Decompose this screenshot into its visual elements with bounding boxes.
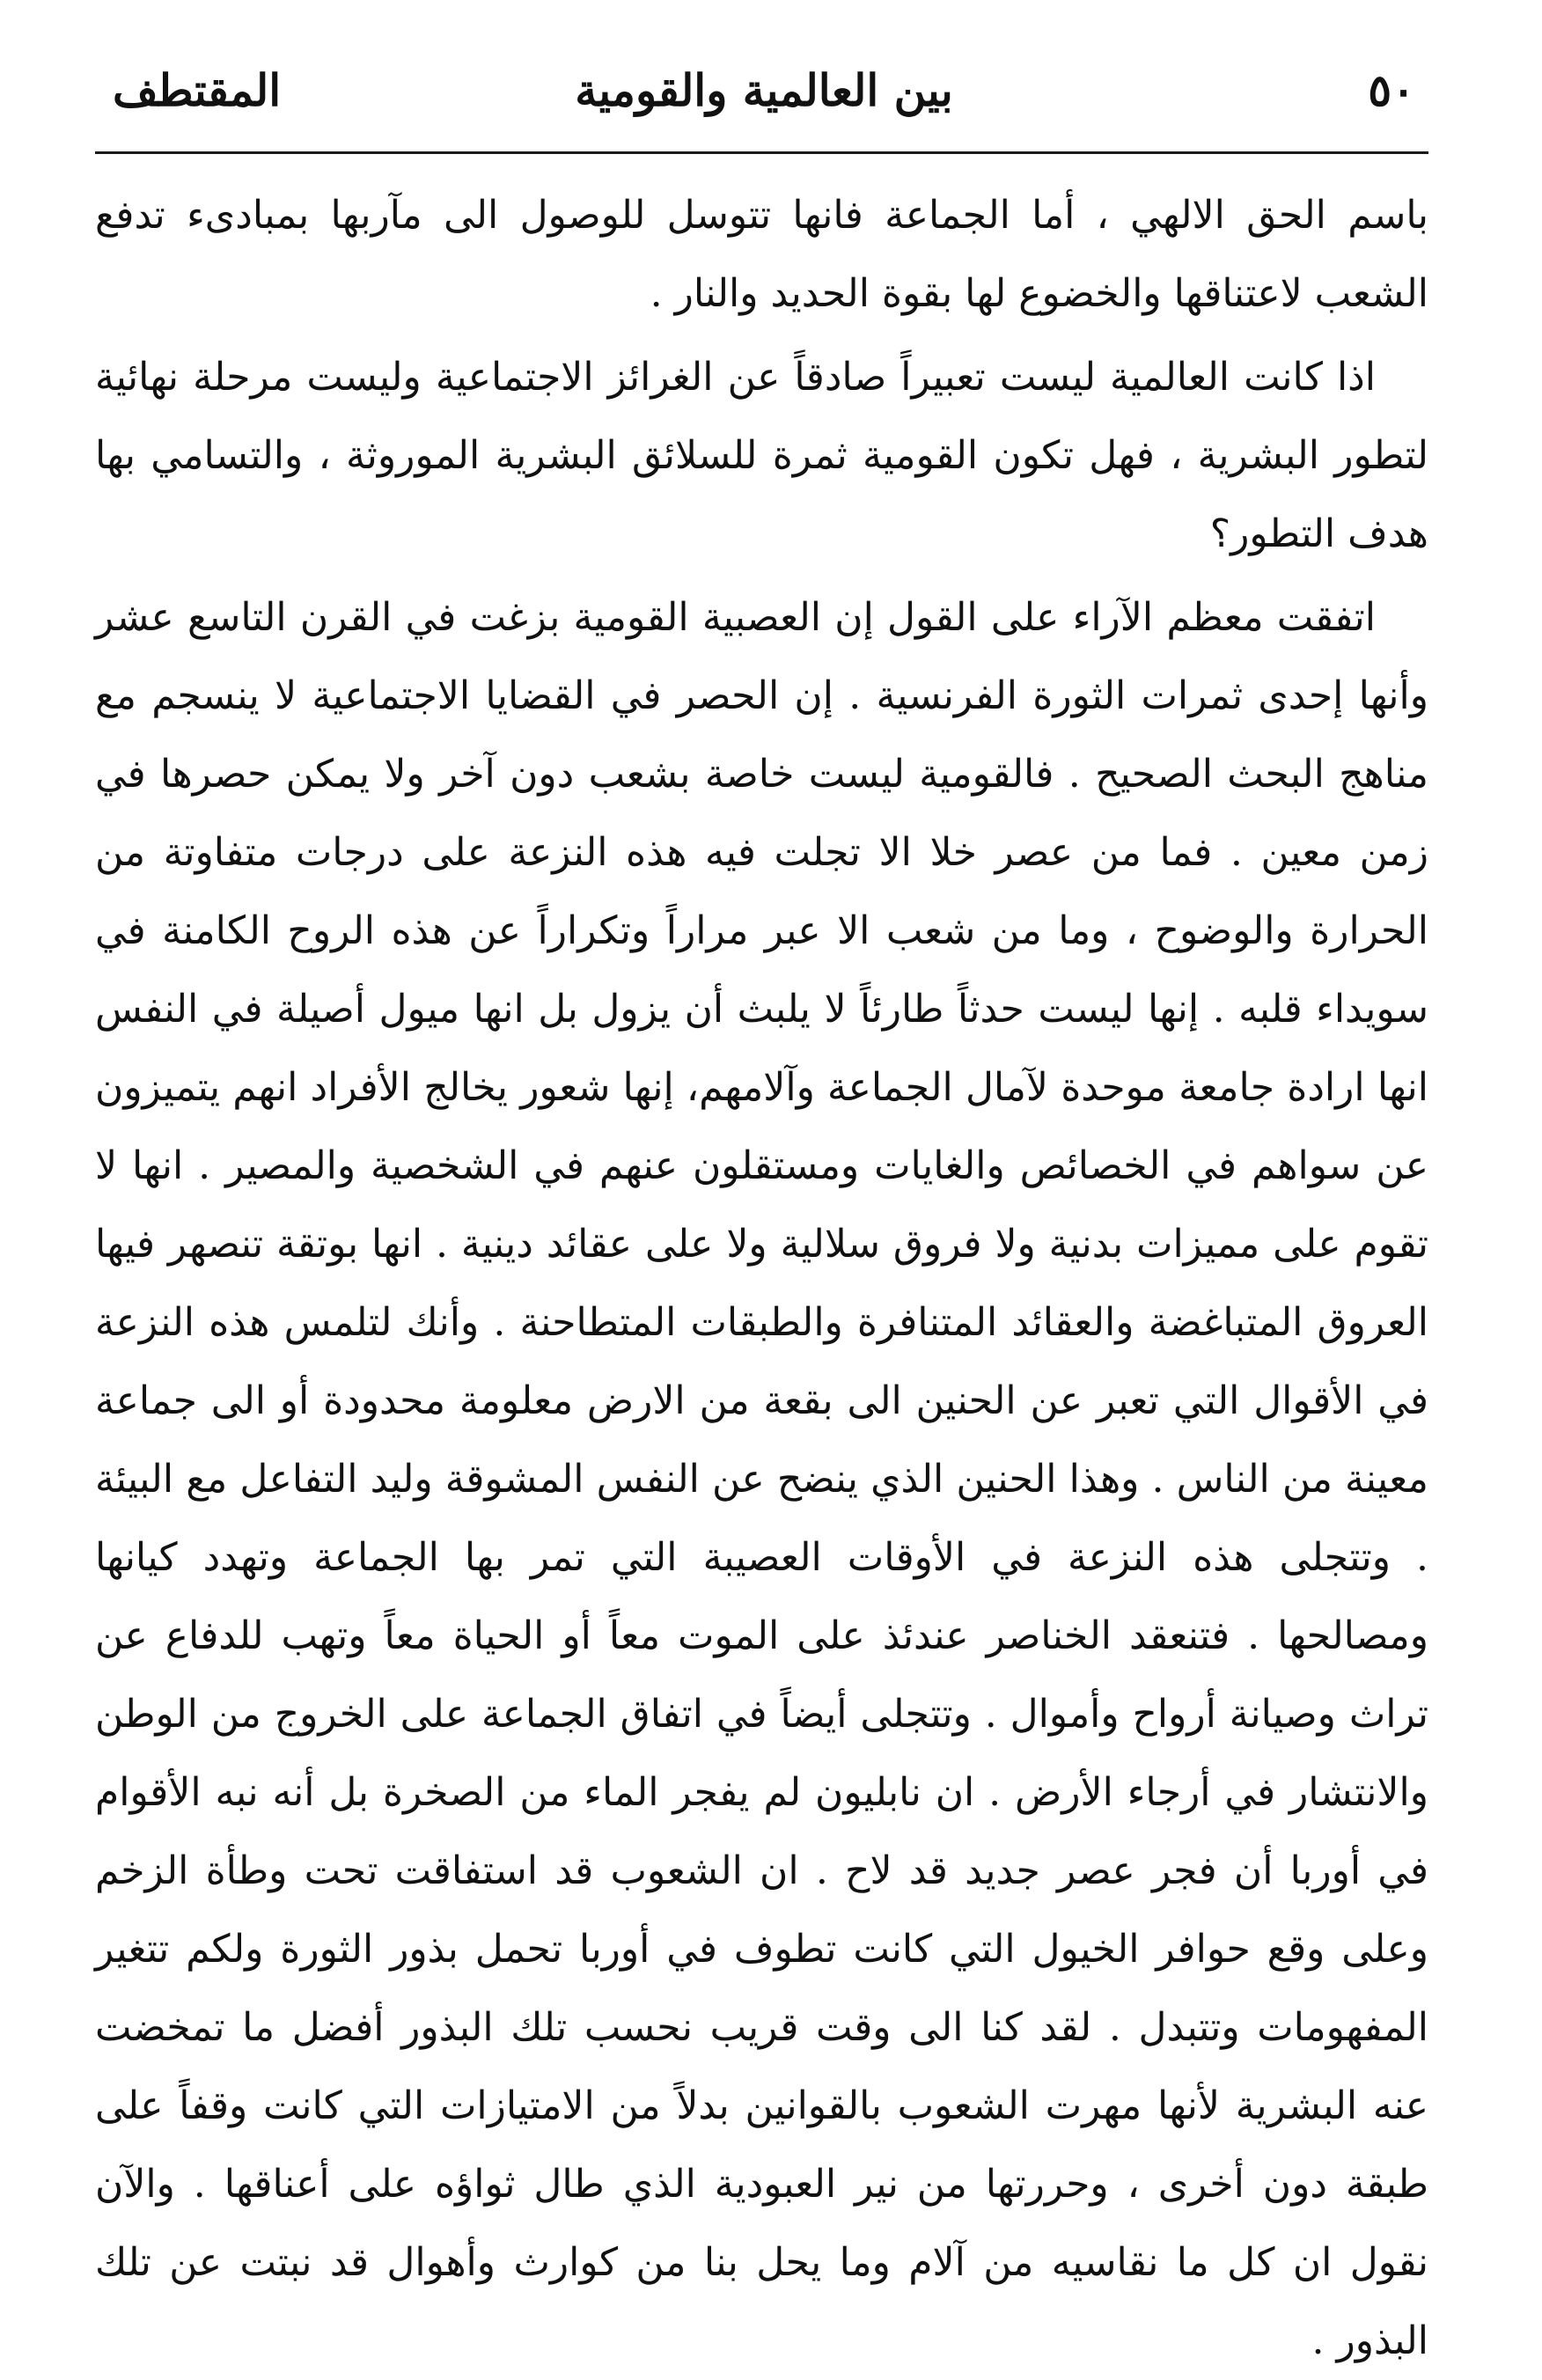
paragraph-continuation: باسم الحق الالهي ، أما الجماعة فانها تتوسل للوصول الى مآربها بمبادىء تدفع الشعب لاعتناقها والخضوع لها بقوة الحديد والنار . bbox=[95, 193, 1428, 316]
header-divider bbox=[95, 151, 1428, 154]
paragraph: اذا كانت العالمية ليست تعبيراً صادقاً عن الغرائز الاجتماعية وليست مرحلة نهائية لتطور البشرية ، فهل تكون القومية ثمرة للسلائق البشرية الموروثة ، والتسامي بها هدف التطور؟ bbox=[95, 355, 1428, 556]
running-title: بين العالمية والقومية bbox=[575, 64, 953, 116]
paragraph: اتفقت معظم الآراء على القول إن العصبية القومية بزغت في القرن التاسع عشر وأنها إحدى ثمرات الثورة الفرنسية . إن الحصر في القضايا الاجتماعية لا ينسجم مع مناهج البحث الصحيح . فالقومية ليست خاصة بشعب دون آخر ولا يمكن حصرها في زمن معين . فما من عصر خلا الا تجلت فيه هذه النزعة على درجات متفاوتة من الحرارة والوضوح ، وما من شعب الا عبر مراراً وتكراراً عن هذه الروح الكامنة في سويداء قلبه . إنها ليست حدثاً طارئاً لا يلبث أن يزول بل انها ميول أصيلة في النفس انها ارادة جامعة موحدة لآمال الجماعة وآلامهم، إنها شعور يخالج الأفراد انهم يتميزون عن سواهم في الخصائص والغايات ومستقلون عنهم في الشخصية والمصير . انها لا تقوم على مميزات بدنية ولا فروق سلالية ولا على عقائد دينية . انها بوتقة تنصهر فيها العروق المتباغضة والعقائد المتنافرة والطبقات المتطاحنة . وأنك لتلمس هذه النزعة في الأقوال التي تعبر عن الحنين الى بقعة من الارض معلومة محدودة أو الى جماعة معينة من الناس . وهذا الحنين الذي ينضح عن النفس المشوقة وليد التفاعل مع البيئة . وتتجلى هذه النزعة في الأوقات العصيبة التي تمر بها الجماعة وتهدد كيانها ومصالحها . فتنعقد الخناصر عندئذ على الموت معاً أو الحياة معاً وتهب للدفاع عن تراث وصيانة أرواح وأموال . وتتجلى أيضاً في اتفاق الجماعة على الخروج من الوطن والانتشار في أرجاء الأرض . ان نابليون لم يفجر الماء من الصخرة بل أنه نبه الأقوام في أوربا أن فجر عصر جديد قد لاح . ان الشعوب قد استفاقت تحت وطأة الزخم وعلى وقع حوافر الخيول التي كانت تطوف في أوربا تحمل بذور الثورة ولكم تتغير المفهومات وتتبدل . لقد كنا الى وقت قريب نحسب تلك البذور أفضل ما تمخضت عنه البشرية لأنها مهرت الشعوب بالقوانين بدلاً من الامتيازات التي كانت وقفاً على طبقة دون أخرى ، وحررتها من نير العبودية الذي طال ثواؤه على أعناقها . والآن نقول ان كل ما نقاسيه من آلام وما يحل بنا من كوارث وأهوال قد نبتت عن تلك البذور . bbox=[95, 595, 1428, 2363]
page-header bbox=[95, 51, 1433, 130]
article-body bbox=[95, 176, 1428, 2363]
journal-name: المقتطف bbox=[113, 64, 282, 116]
page-number: ٥٠ bbox=[1368, 64, 1415, 116]
